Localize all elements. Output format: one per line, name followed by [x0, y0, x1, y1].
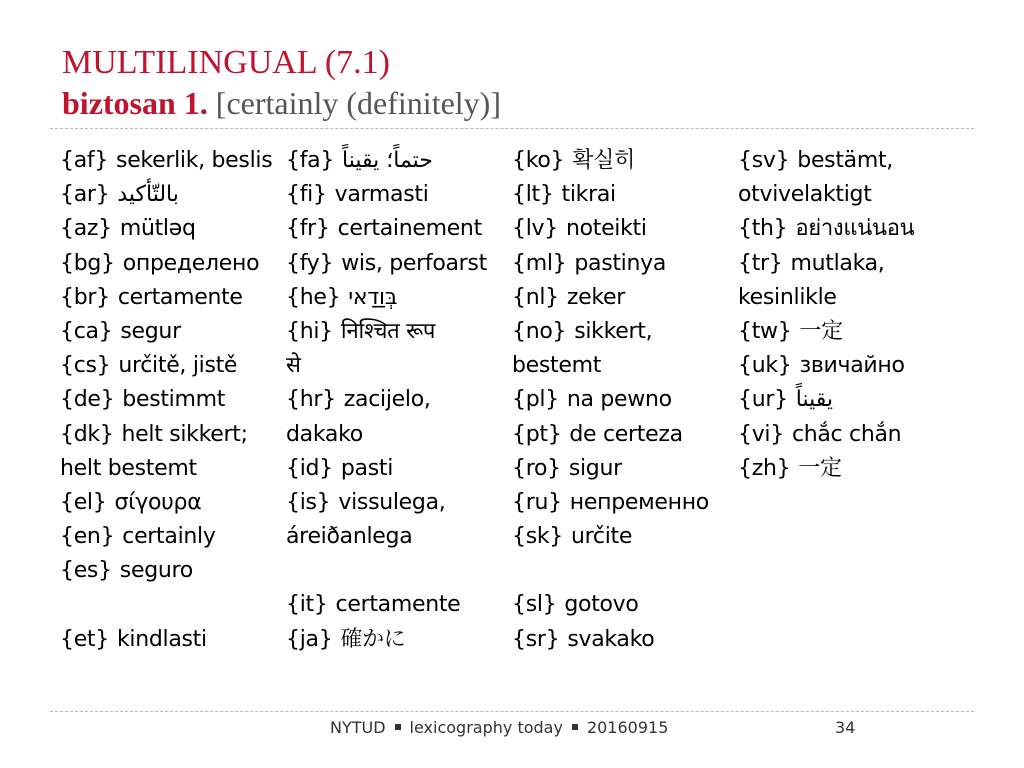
translation-entry: [512, 282, 740, 316]
translation-text: certainement: [337, 216, 482, 242]
translation-entry: [512, 589, 740, 623]
translation-entry: [60, 282, 288, 316]
translation-entry: [286, 487, 514, 521]
translation-text: na pewno: [566, 387, 672, 413]
bottom-divider: [50, 711, 974, 712]
translation-entry: [512, 624, 740, 658]
language-code: {it}: [286, 592, 328, 618]
translation-entry: [512, 145, 740, 179]
language-code: {is}: [286, 489, 331, 515]
language-code: {lv}: [512, 216, 558, 242]
translation-entry: [738, 384, 966, 418]
language-code: {fi}: [286, 182, 327, 208]
bullet-icon: [395, 724, 401, 730]
translation-entry: [738, 213, 966, 247]
translation-entry: [738, 419, 966, 453]
translation-column-2: [286, 145, 514, 658]
translation-column-1: [60, 145, 288, 658]
bullet-icon: [572, 724, 578, 730]
translation-text: يقيناً: [795, 387, 834, 413]
language-code: {de}: [60, 387, 115, 413]
translation-text: varmasti: [334, 182, 429, 208]
language-code: {lt}: [512, 182, 554, 208]
translation-text: chắc chắn: [791, 421, 902, 447]
translation-text: určite: [571, 524, 633, 550]
language-code: {sv}: [738, 148, 790, 173]
translation-text: звичайно: [799, 353, 905, 379]
language-code: {ur}: [738, 387, 788, 413]
language-code: {el}: [60, 489, 107, 515]
translation-entry: [286, 213, 514, 247]
translation-entry: [60, 589, 288, 623]
translation-entry: [738, 350, 966, 384]
translation-entry: [286, 589, 514, 623]
translation-entry: [512, 419, 740, 453]
translation-text: noteikti: [565, 216, 647, 242]
translation-text: 一定: [798, 455, 842, 481]
translation-text: pasti: [340, 455, 394, 481]
translation-entry: [60, 248, 288, 282]
language-code: {ro}: [512, 455, 561, 481]
translation-text: helt sikkert;: [121, 421, 248, 447]
translation-entry: [512, 248, 740, 282]
translation-entry: [60, 350, 288, 384]
language-code: {sr}: [512, 626, 560, 652]
translation-text: gotovo: [564, 592, 639, 618]
translation-text: certamente: [117, 284, 243, 310]
translation-text: vissulega,: [338, 489, 446, 515]
translation-entry: [286, 555, 514, 589]
language-code: {vi}: [738, 421, 784, 447]
translation-entry: [512, 384, 740, 418]
translation-entry: [60, 316, 288, 350]
language-code: {br}: [60, 284, 110, 310]
slide-subtitle: [62, 84, 501, 122]
language-code: {bg}: [60, 250, 115, 276]
translation-text: svakako: [567, 626, 655, 652]
language-code: {uk}: [738, 353, 792, 379]
translation-text: certainly: [122, 524, 216, 550]
language-code: {fy}: [286, 250, 334, 276]
translation-text: zeker: [566, 284, 625, 310]
translation-text: bestämt,: [797, 148, 894, 173]
translation-text: определено: [122, 250, 260, 276]
translation-entry: [60, 145, 288, 179]
translation-text: อย่างแน่นอน: [795, 216, 915, 242]
top-divider: [50, 128, 974, 129]
translation-text: pastinya: [574, 250, 667, 276]
language-code: {hi}: [286, 318, 333, 344]
translation-entry: [512, 213, 740, 247]
language-code: {pt}: [512, 421, 562, 447]
translation-text: حتماً؛ يقيناً: [342, 148, 433, 173]
language-code: {en}: [60, 524, 115, 550]
language-code: {sk}: [512, 524, 563, 550]
language-code: {ru}: [512, 489, 562, 515]
language-code: {ko}: [512, 148, 565, 173]
footer-source: NYTUD: [330, 718, 386, 737]
translation-entry: [286, 316, 514, 350]
translation-entry: [286, 145, 514, 179]
language-code: {hr}: [286, 387, 336, 413]
translation-text: segur: [120, 318, 181, 344]
translation-text: wis, perfoarst: [341, 250, 487, 276]
translation-text: 확실히: [572, 148, 636, 173]
translation-entry: [286, 179, 514, 213]
language-code: {th}: [738, 216, 788, 242]
language-code: {tr}: [738, 250, 783, 276]
translation-entry: [512, 316, 740, 350]
language-code: {nl}: [512, 284, 559, 310]
translation-text: tikrai: [561, 182, 616, 208]
language-code: {fa}: [286, 148, 335, 173]
translation-entry: [286, 624, 514, 658]
translation-text: áreiðanlega: [286, 524, 413, 550]
translation-text: בְּוַדַאי: [348, 284, 398, 310]
translation-entry: [738, 453, 966, 487]
translation-entry: [512, 350, 740, 384]
translation-text: mutlaka,: [790, 250, 885, 276]
translation-entry: [60, 521, 288, 555]
gloss: [certainly (definitely)]: [215, 85, 501, 121]
translation-text: σίγουρα: [114, 489, 202, 515]
translation-entry: [738, 282, 966, 316]
language-code: {az}: [60, 216, 112, 242]
translation-text: sekerlik, beslis: [116, 148, 273, 173]
translation-entry: [512, 179, 740, 213]
translation-text: sikkert,: [574, 318, 653, 344]
translation-text: निश्चित रूप: [340, 318, 436, 344]
translation-text: kindlasti: [116, 626, 207, 652]
language-code: {ml}: [512, 250, 567, 276]
translation-entry: [286, 384, 514, 418]
translation-entry: [738, 316, 966, 350]
translation-text: seguro: [119, 558, 193, 584]
translation-entry: [60, 419, 288, 453]
page-number: 34: [835, 718, 856, 737]
translation-text: otvivelaktigt: [738, 182, 872, 208]
translation-entry: [512, 453, 740, 487]
translation-entry: [286, 521, 514, 555]
language-code: {pl}: [512, 387, 559, 413]
translation-text: de certeza: [569, 421, 683, 447]
translation-text: بالتّأكيد: [117, 182, 179, 208]
translation-entry: [286, 419, 514, 453]
translation-entry: [60, 384, 288, 418]
translation-entry: [60, 624, 288, 658]
language-code: {cs}: [60, 353, 111, 379]
language-code: {no}: [512, 318, 567, 344]
translation-text: sigur: [568, 455, 622, 481]
language-code: {tw}: [738, 318, 792, 344]
footer-topic: lexicography today: [409, 718, 563, 737]
language-code: {id}: [286, 455, 333, 481]
translation-entry: [60, 555, 288, 589]
translation-entry: [738, 179, 966, 213]
translation-entry: [286, 248, 514, 282]
translation-text: mütləq: [119, 216, 196, 242]
translation-entry: [60, 453, 288, 487]
translation-text: dakako: [286, 421, 363, 447]
translation-entry: [738, 145, 966, 179]
language-code: {dk}: [60, 421, 114, 447]
translation-text: certamente: [335, 592, 461, 618]
language-code: {es}: [60, 558, 112, 584]
footer-date: 20160915: [586, 718, 669, 737]
translation-entry: [286, 282, 514, 316]
translation-entry: [286, 453, 514, 487]
translation-column-3: [512, 145, 740, 658]
translation-text: kesinlikle: [738, 284, 837, 310]
translation-text: určitě, jistě: [118, 353, 238, 379]
translation-text: bestemt: [512, 353, 602, 379]
headword: biztosan 1.: [62, 85, 208, 121]
translation-entry: [60, 487, 288, 521]
language-code: {ar}: [60, 182, 110, 208]
language-code: {et}: [60, 626, 109, 652]
translation-entry: [60, 179, 288, 213]
language-code: {af}: [60, 148, 109, 173]
language-code: {ca}: [60, 318, 113, 344]
translation-column-4: [738, 145, 966, 487]
translation-entry: [286, 350, 514, 384]
translation-text: 一定: [799, 318, 843, 344]
translation-entry: [60, 213, 288, 247]
language-code: {he}: [286, 284, 341, 310]
language-code: {fr}: [286, 216, 330, 242]
footer-info: [330, 718, 668, 737]
language-code: {zh}: [738, 455, 791, 481]
translation-text: bestimmt: [122, 387, 226, 413]
language-code: {sl}: [512, 592, 557, 618]
translation-entry: [512, 521, 740, 555]
slide-title: MULTILINGUAL (7.1): [62, 44, 390, 81]
language-code: {ja}: [286, 626, 333, 652]
translation-text: helt bestemt: [60, 455, 197, 481]
translation-text: से: [286, 353, 301, 379]
translation-text: zacijelo,: [343, 387, 431, 413]
translation-entry: [512, 487, 740, 521]
translation-text: 確かに: [340, 626, 406, 652]
translation-entry: [738, 248, 966, 282]
translation-entry: [512, 555, 740, 589]
translation-text: непременно: [569, 489, 709, 515]
